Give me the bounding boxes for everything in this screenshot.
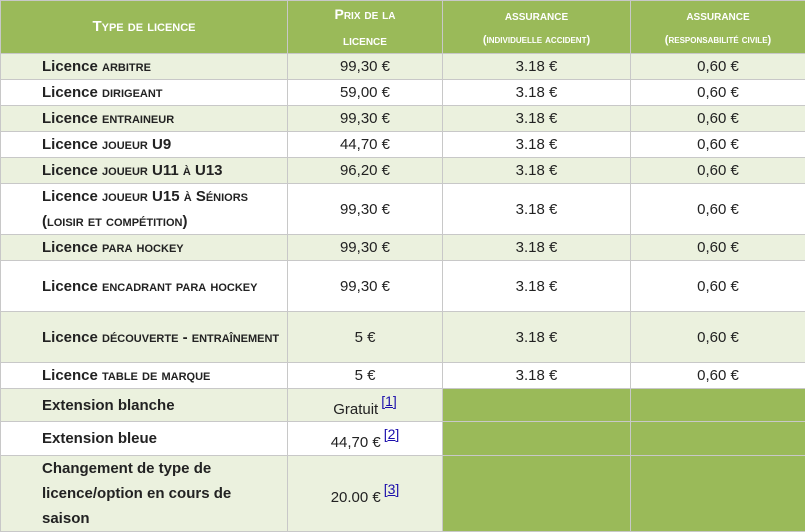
empty-green-cell (631, 422, 805, 456)
footnote-link[interactable]: [1] (381, 392, 397, 409)
accident-insurance-value: 3.18 € (443, 158, 631, 184)
accident-insurance-value: 3.18 € (443, 132, 631, 158)
license-name: Licence joueur U11 à U13 (1, 158, 288, 184)
extension-price: 20.00 € [3] (288, 456, 443, 532)
civil-insurance-value: 0,60 € (631, 106, 805, 132)
table-row (1, 422, 805, 456)
accident-insurance-value: 3.18 € (443, 261, 631, 312)
table-row (1, 80, 805, 106)
license-price: 99,30 € (288, 54, 443, 80)
table-row (1, 54, 805, 80)
license-price: 99,30 € (288, 184, 443, 235)
license-price: 96,20 € (288, 158, 443, 184)
license-name: Licence entraineur (1, 106, 288, 132)
table-row (1, 184, 805, 235)
table-row (1, 235, 805, 261)
accident-insurance-value: 3.18 € (443, 184, 631, 235)
table-row (1, 132, 805, 158)
footnote-link[interactable]: [2] (383, 426, 400, 442)
extension-price: 44,70 € [2] (288, 422, 443, 456)
empty-green-cell (443, 456, 631, 532)
civil-insurance-value: 0,60 € (631, 80, 805, 106)
civil-insurance-value: 0,60 € (631, 132, 805, 158)
extension-price: Gratuit [1] (288, 389, 443, 422)
license-price: 99,30 € (288, 106, 443, 132)
license-name: Licence arbitre (1, 54, 288, 80)
civil-insurance-value: 0,60 € (631, 312, 805, 363)
license-name: Licence table de marque (1, 363, 288, 389)
header-license-price: Prix de la licence (288, 1, 443, 54)
empty-green-cell (631, 389, 805, 422)
empty-green-cell (631, 456, 805, 532)
header-license-type: Type de licence (1, 1, 288, 54)
civil-insurance-value: 0,60 € (631, 54, 805, 80)
header-civil-insurance: assurance (responsabilité civile) (631, 1, 805, 54)
accident-insurance-value: 3.18 € (443, 363, 631, 389)
civil-insurance-value: 0,60 € (631, 184, 805, 235)
table-row (1, 158, 805, 184)
license-name: Licence para hockey (1, 235, 288, 261)
extension-name: Extension blanche (1, 389, 288, 422)
license-name: Licence joueur U15 à Séniors (loisir et compétition) (1, 184, 288, 235)
license-price: 59,00 € (288, 80, 443, 106)
table-row (1, 389, 805, 422)
empty-green-cell (443, 422, 631, 456)
table-row (1, 261, 805, 312)
footnote-link[interactable]: [3] (383, 481, 400, 497)
license-name: Licence dirigeant (1, 80, 288, 106)
extension-name: Changement de type de licence/option en cours de saison (1, 456, 288, 532)
license-price: 99,30 € (288, 261, 443, 312)
table-row (1, 106, 805, 132)
extension-name: Extension bleue (1, 422, 288, 456)
accident-insurance-value: 3.18 € (443, 80, 631, 106)
accident-insurance-value: 3.18 € (443, 54, 631, 80)
accident-insurance-value: 3.18 € (443, 106, 631, 132)
accident-insurance-value: 3.18 € (443, 235, 631, 261)
license-name: Licence découverte - entraînement (1, 312, 288, 363)
license-price: 99,30 € (288, 235, 443, 261)
civil-insurance-value: 0,60 € (631, 363, 805, 389)
header-accident-insurance: assurance (individuelle accident) (443, 1, 631, 54)
civil-insurance-value: 0,60 € (631, 158, 805, 184)
civil-insurance-value: 0,60 € (631, 261, 805, 312)
civil-insurance-value: 0,60 € (631, 235, 805, 261)
accident-insurance-value: 3.18 € (443, 312, 631, 363)
table-row (1, 363, 805, 389)
license-name: Licence joueur U9 (1, 132, 288, 158)
license-name: Licence encadrant para hockey (1, 261, 288, 312)
empty-green-cell (443, 389, 631, 422)
license-price: 44,70 € (288, 132, 443, 158)
table-row (1, 312, 805, 363)
license-price: 5 € (288, 312, 443, 363)
table-row (1, 456, 805, 532)
license-price: 5 € (288, 363, 443, 389)
